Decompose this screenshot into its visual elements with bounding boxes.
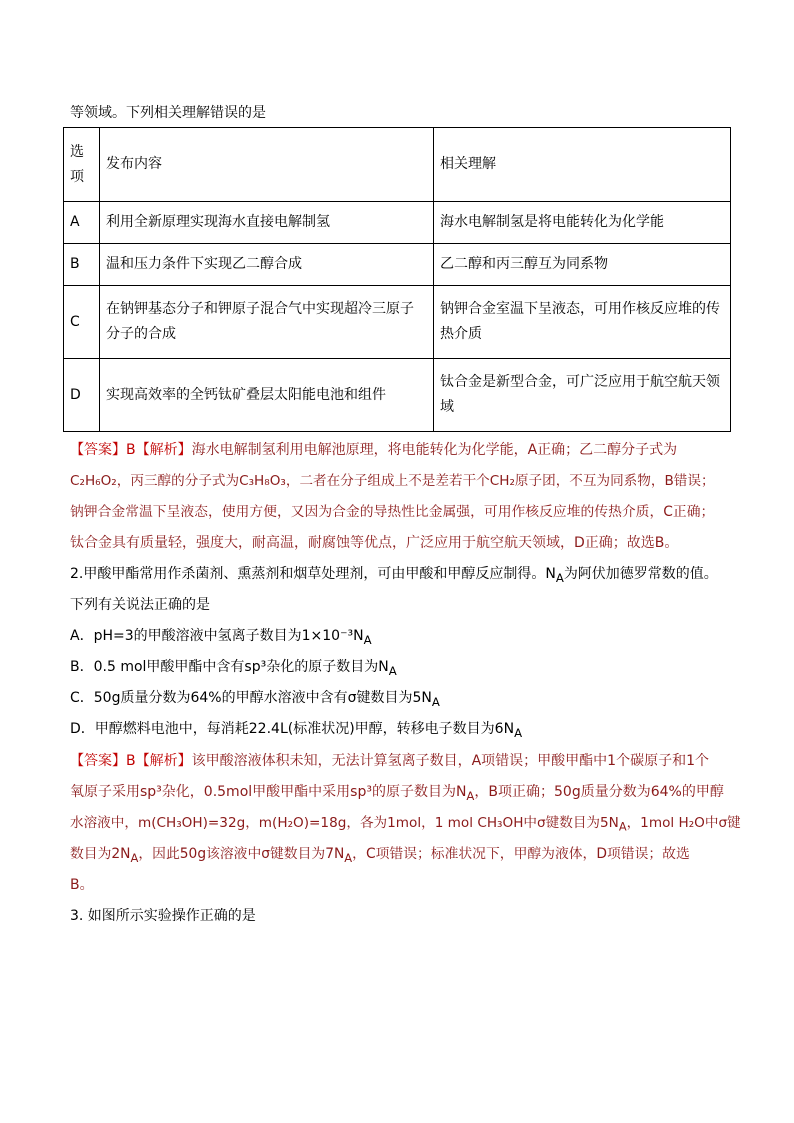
answer1-line-1: 【答案】B【解析】海水电解制氢利用电解池原理，将电能转化为化学能，A正确；乙二醇分子式为 [70,442,678,458]
answer2-line-5: B。 [70,877,94,893]
table-header-understanding: 相关理解 [434,128,731,202]
table-header-option: 选项 [64,128,100,202]
table-row [64,202,731,244]
question3-stem: 3. 如图所示实验操作正确的是 [70,908,256,924]
answer2-line-1: 【答案】B【解析】该甲酸溶液体积未知，无法计算氢离子数目，A项错误；甲酸甲酯中1个碳原子和1个 [70,753,709,769]
answer2-line-2: 氧原子采用sp³杂化，0.5mol甲酸甲酯中采用sp³的原子数目为$N_A$，B项正确；50g质量分数为64%的甲醇 [70,784,724,803]
table-row [64,244,731,286]
table-cell-option: A [64,202,100,244]
options-table [63,127,731,432]
question2-option-c: C．50g质量分数为64%的甲醇水溶液中含有σ键数目为$5N_A$ [70,690,440,709]
table-cell-content: 温和压力条件下实现乙二醇合成 [100,244,434,286]
answer-tag: 【答案】B【解析】 [70,753,192,769]
question2-option-d: D．甲醇燃料电池中，每消耗22.4L(标准状况)甲醇，转移电子数目为$6N_A$ [70,721,523,740]
question2-stem-2: 下列有关说法正确的是 [70,597,210,613]
answer2-line-4: 数目为$2N_A$，因此50g该溶液中σ键数目为$7N_A$，C项错误；标准状况下，甲醇为液体，D项错误；故选 [70,846,690,865]
table-header-row [64,128,731,202]
table-cell-option: B [64,244,100,286]
answer-tag: 【答案】B【解析】 [70,442,192,458]
table-row [64,359,731,432]
table-cell-option: D [64,359,100,432]
table-row [64,286,731,359]
table-cell-understanding: 钠钾合金室温下呈液态，可用作核反应堆的传热介质 [434,286,731,359]
question2-option-a: A．pH=3的甲酸溶液中氢离子数目为$1\times 10^{-3}N_A$ [70,628,372,647]
answer1-line-4: 钛合金具有质量轻，强度大，耐高温，耐腐蚀等优点，广泛应用于航空航天领域，D正确；故选B。 [70,535,679,551]
answer2-line-3: 水溶液中，m(CH₃OH)=32g，m(H₂O)=18g，各为1mol，1 mol CH₃OH中σ键数目为$5N_A$，1mol H₂O中σ键 [70,815,741,834]
table-cell-content: 利用全新原理实现海水直接电解制氢 [100,202,434,244]
table-cell-content: 在钠钾基态分子和钾原子混合气中实现超冷三原子分子的合成 [100,286,434,359]
table-cell-understanding: 海水电解制氢是将电能转化为化学能 [434,202,731,244]
table-cell-understanding: 乙二醇和丙三醇互为同系物 [434,244,731,286]
table-cell-content: 实现高效率的全钙钛矿叠层太阳能电池和组件 [100,359,434,432]
answer1-line-3: 钠钾合金常温下呈液态，使用方便，又因为合金的导热性比金属强，可用作核反应堆的传热介质，C正确； [70,504,715,520]
question2-stem-1: 2.甲酸甲酯常用作杀菌剂、熏蒸剂和烟草处理剂，可由甲酸和甲醇反应制得。$N_A$为阿伏加德罗常数的值。 [70,566,718,585]
table-cell-understanding: 钛合金是新型合金，可广泛应用于航空航天领域 [434,359,731,432]
question2-option-b: B．0.5 mol甲酸甲酯中含有sp³杂化的原子数目为$N_A$ [70,659,397,678]
table-cell-option: C [64,286,100,359]
table-header-content: 发布内容 [100,128,434,202]
answer1-line-2: C₂H₆O₂，丙三醇的分子式为C₃H₈O₃，二者在分子组成上不是差若干个CH₂原子团，不互为同系物，B错误； [70,473,715,489]
question-intro: 等领域。下列相关理解错误的是 [70,105,266,121]
